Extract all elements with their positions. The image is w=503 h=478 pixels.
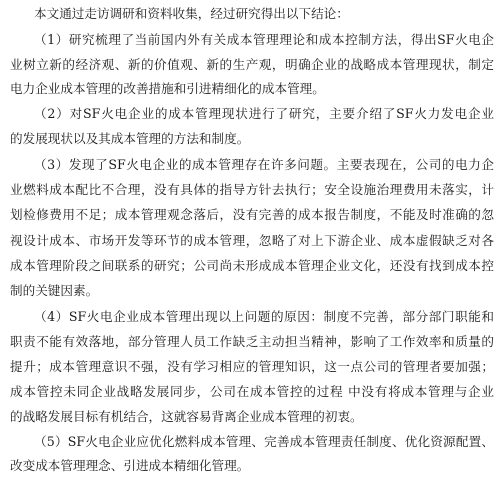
paragraph-4-line-2: 职责不能有效落地，部分管理人员工作缺乏主动担当精神，影响了工作效率和质量的 [10,334,494,349]
paragraph-3-line-5: 成本管理阶段之间联系的研究；公司尚未形成成本管理企业文化，还没有找到成本控 [10,258,494,273]
paragraph-intro-line-1: 本文通过走访调研和资料收集，经过研究得出以下结论： [34,6,349,21]
paragraph-3-line-2: 业燃料成本配比不合理，没有具体的指导方针去执行；安全设施治理费用未落实，计 [10,182,494,197]
paragraph-3-line-1: （3）发现了SF火电企业的成本管理存在许多问题。主要表现在，公司的电力企 [34,157,494,172]
paragraph-1-line-3: 电力企业成本管理的改善措施和引进精细化的成本管理。 [10,81,325,96]
paragraph-3-line-6: 制的关键因素。 [10,283,99,298]
paragraph-2-line-2: 的发展现状以及其成本管理的方法和制度。 [10,131,250,146]
paragraph-1-line-1: （1）研究梳理了当前国内外有关成本管理理论和成本控制方法，得出SF火电企 [34,32,494,47]
paragraph-5-line-1: （5）SF火电企业应优化燃料成本管理、完善成本管理责任制度、优化资源配置、 [34,434,494,449]
paragraph-3-line-4: 视设计成本、市场开发等环节的成本管理，忽略了对上下游企业、成本虚假缺乏对各 [10,233,494,248]
paragraph-3-line-3: 划检修费用不足；成本管理观念落后，没有完善的成本报告制度，不能及时准确的忽 [10,207,494,222]
paragraph-4-line-4: 成本管控未同企业战略发展同步，公司在成本管控的过程 中没有将成本管理与企业 [10,384,494,399]
paragraph-4-line-3: 提升；成本管理意识不强，没有学习相应的管理知识，这一点公司的管理者要加强； [10,359,494,374]
paragraph-4-line-1: （4）SF火电企业成本管理出现以上问题的原因：制度不完善，部分部门职能和 [34,309,494,324]
paragraph-4-line-5: 的战略发展目标有机结合，这就容易背离企业成本管理的初衷。 [10,409,363,424]
paragraph-5-line-2: 改变成本管理理念、引进成本精细化管理。 [10,458,250,473]
paragraph-2-line-1: （2）对SF火电企业的成本管理现状进行了研究，主要介绍了SF火力发电企业 [34,106,494,121]
paragraph-1-line-2: 业树立新的经济观、新的价值观、新的生产观，明确企业的战略成本管理现状，制定 [10,57,494,72]
